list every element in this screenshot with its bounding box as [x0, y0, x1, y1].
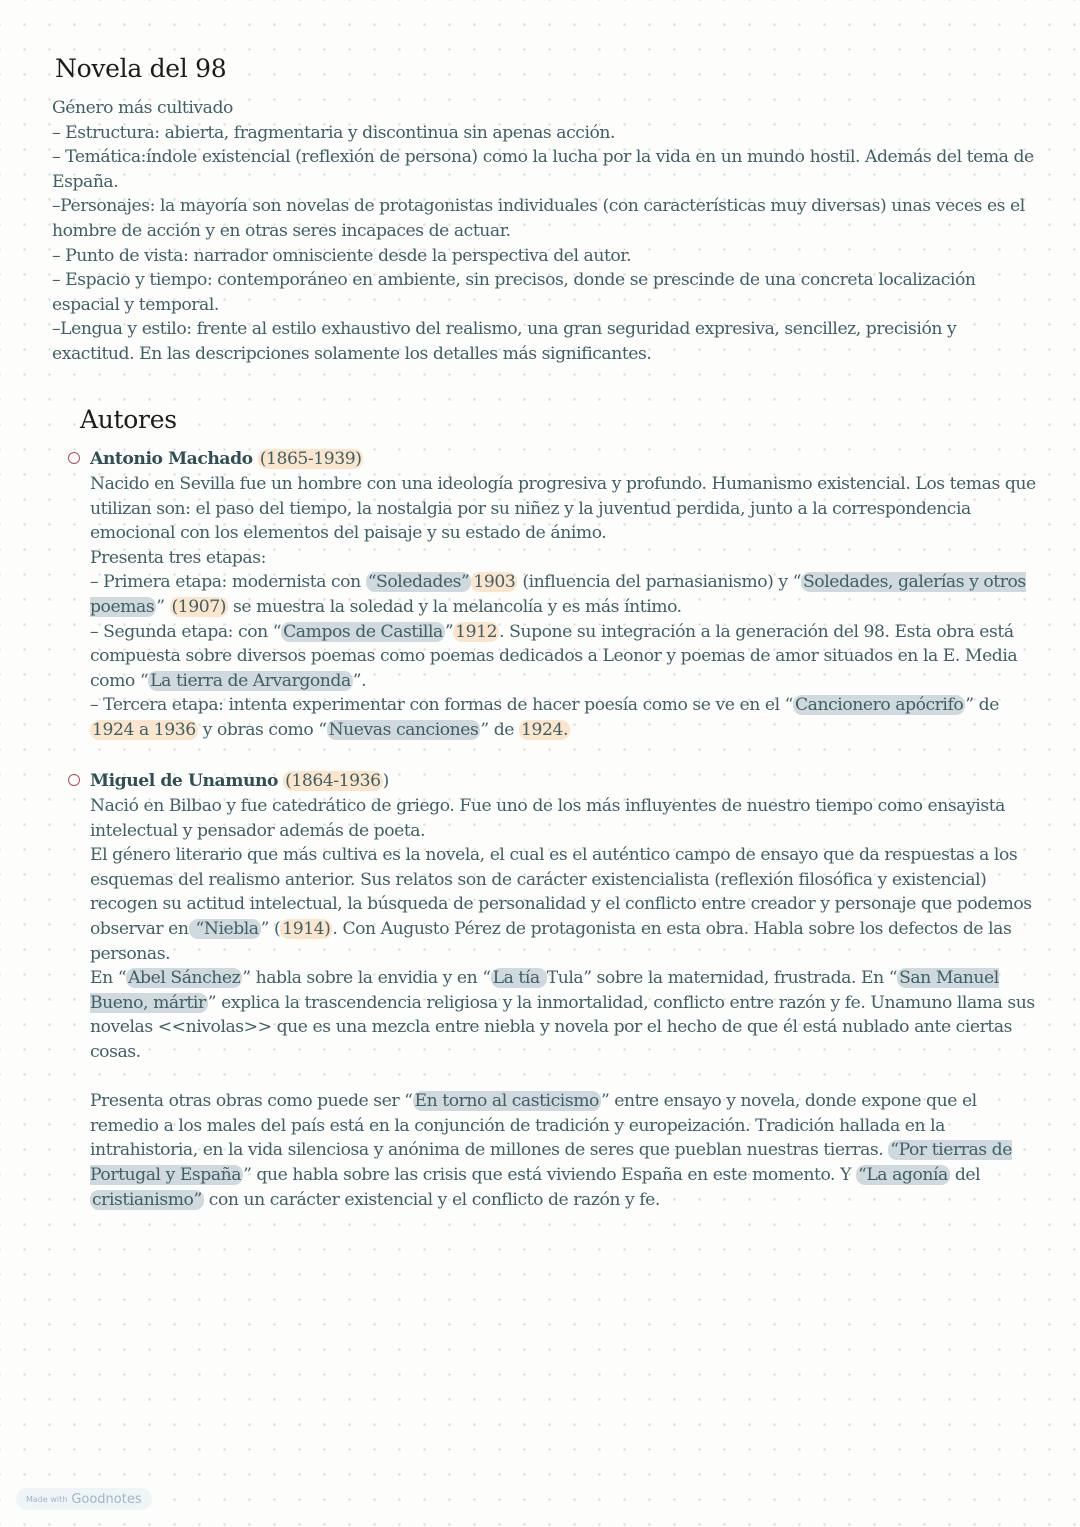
work-title: “Niebla: [190, 918, 259, 939]
intro-line: – Espacio y tiempo: contemporáneo en ambiente, sin precisos, donde se prescinde de una concreta localización espacial y temporal.: [52, 270, 976, 315]
work-year: (1907): [171, 596, 226, 617]
page-title: Novela del 98: [55, 54, 227, 83]
intro-line: –Personajes: la mayoría son novelas de protagonistas individuales (con características muy diversas) unas veces es el hombre de acción y en otras seres incapaces de actuar.: [52, 196, 1025, 241]
paragraph: Presenta tres etapas:: [90, 547, 266, 568]
work-title: cristianismo”: [92, 1189, 202, 1210]
autores-heading: Autores: [80, 405, 177, 434]
author-unamuno: [68, 769, 1038, 1212]
etapa-tercera: – Tercera etapa: intenta experimentar con formas de hacer poesía como se ve en el “ Cancionero apócrifo ” de 1924 a 1936 y obras como “ Nuevas canciones ” de 1924.: [90, 695, 999, 740]
work-year: 1903: [473, 572, 516, 593]
intro-line: –Lengua y estilo: frente al estilo exhaustivo del realismo, una gran seguridad expresiva, sencillez, precisión y exactitud. En las descripciones solamente los detalles más significantes.: [52, 319, 957, 364]
intro-section: [52, 96, 1042, 367]
intro-line: – Estructura: abierta, fragmentaria y discontinua sin apenas acción.: [52, 122, 616, 143]
circle-bullet-icon: [68, 452, 80, 464]
work-title: Soledades, galerías y otros poemas: [90, 572, 1026, 617]
work-year: 1924 a 1936: [92, 719, 196, 740]
author-heading: Miguel de Unamuno (1864-1936 ): [68, 769, 1038, 794]
author-body: [90, 472, 1038, 743]
author-name: Antonio Machado: [90, 449, 253, 469]
paragraph-gap: [90, 1065, 1038, 1090]
author-dates: (1865-1939): [259, 449, 362, 469]
paragraph: El género literario que más cultiva es la novela, el cual es el auténtico campo de ensayo que da respuestas a los esquemas del realismo anterior. Sus relatos son de carácter existencialista (reflexión filosófica y existencial) recogen su actitud intelectual, la búsqueda de personalidad y el conflicto entre creador y personaje que podemos observar en “Niebla ” ( 1914) . Con Augusto Pérez de protagonista en esta obra. Habla sobre los defectos de las personas.: [90, 845, 1032, 964]
work-title: La tierra de Arvargonda: [150, 670, 351, 691]
work-title: La tía: [492, 968, 545, 989]
paragraph: Nacido en Sevilla fue un hombre con una ideología progresiva y profundo. Humanismo existencial. Los temas que utilizan son: el paso del tiempo, la nostalgia por su niñez y la juventud perdida, junto a la correspondencia emocional con los elementos del paisaje y su estado de ánimo.: [90, 474, 1036, 544]
etapa-primera: – Primera etapa: modernista con “Soledades” 1903 (influencia del parnasianismo) y “ Soledades, galerías y otros poemas ” (1907) se muestra la soledad y la melancolía y es más íntimo.: [90, 572, 1026, 617]
intro-line: – Punto de vista: narrador omnisciente desde la perspectiva del autor.: [52, 245, 632, 266]
intro-line: – Temática:índole existencial (reflexión de persona) como la lucha por la vida en un mundo hostil. Además del tema de España.: [52, 147, 1034, 192]
work-year: 1912: [455, 621, 498, 642]
circle-bullet-icon: [68, 774, 80, 786]
author-machado: [68, 447, 1038, 743]
work-title: En torno al casticismo: [414, 1091, 599, 1112]
work-title: “Soledades”: [367, 572, 470, 593]
work-year: 1924.: [521, 719, 568, 740]
paragraph: Presenta otras obras como puede ser “ En torno al casticismo ” entre ensayo y novela, donde expone que el remedio a los males del país está en la conjunción de tradición y europeización. Tradición hallada en la intrahistoria, en la vida silenciosa y anónima de millones de seres que pueblan nuestras tierras. “Por tierras de Portugal y España ” que habla sobre las crisis que está viviendo España en este momento. Y “La agonía del cristianismo” con un carácter existencial y el conflicto de razón y fe.: [90, 1091, 1012, 1210]
paragraph: En “ Abel Sánchez ” habla sobre la envidia y en “ La tía Tula” sobre la maternidad, frustrada. En “ San Manuel Bueno, mártir ” explica la trascendencia religiosa y la inmortalidad, conflicto entre razón y fe. Unamuno llama sus novelas <<nivolas>> que es una mezcla entre niebla y novela por el hecho de que él está nublado ante ciertas cosas.: [90, 968, 1035, 1062]
author-heading: [68, 447, 1038, 472]
work-year: 1914): [282, 918, 331, 939]
work-title: Campos de Castilla: [283, 621, 443, 642]
author-dates: (1864-1936: [285, 771, 381, 791]
etapa-segunda: – Segunda etapa: con “ Campos de Castilla ” 1912 . Supone su integración a la generación del 98. Esta obra está compuesta sobre diversos poemas como poemas dedicados a Leonor y poemas de amor situados en la E. Media como “ La tierra de Arvargonda ”.: [90, 621, 1018, 691]
work-title: San Manuel Bueno, mártir: [90, 968, 999, 1013]
watermark-made-with: Made with: [26, 1494, 68, 1504]
author-body: [90, 794, 1038, 1212]
watermark-brand: Goodnotes: [71, 1491, 142, 1507]
goodnotes-watermark: [16, 1488, 152, 1510]
work-title: “Por tierras de Portugal y España: [90, 1140, 1012, 1185]
paragraph: Nació en Bilbao y fue catedrático de griego. Fue uno de los más influyentes de nuestro tiempo como ensayista intelectual y pensador además de poeta.: [90, 796, 1005, 841]
work-title: “La agonía: [858, 1164, 948, 1185]
work-title: Cancionero apócrifo: [794, 695, 964, 716]
author-name: Miguel de Unamuno: [90, 771, 279, 791]
work-title: Nuevas canciones: [328, 719, 479, 740]
intro-line: Género más cultivado: [52, 98, 233, 118]
work-title: Abel Sánchez: [128, 968, 241, 989]
